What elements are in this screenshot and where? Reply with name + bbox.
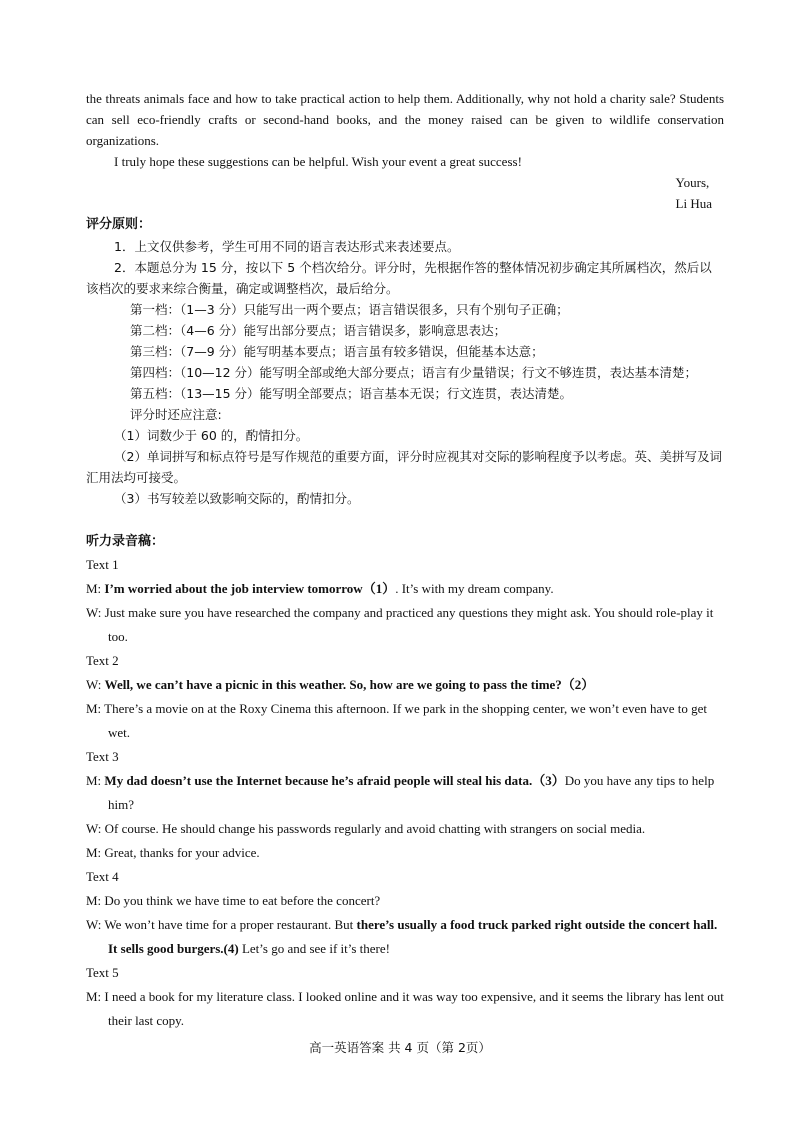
grading-level: 第一档：（1—3 分）只能写出一两个要点；语言错误很多，只有个别句子正确； [130, 302, 569, 317]
grading-note: （2）单词拼写和标点符号是写作规范的重要方面，评分时应视其对交际的影响程度予以考虑。英、美拼写及词汇用法均可接受。 [86, 449, 722, 485]
dialogue-line: W: Just make sure you have researched the company and practiced any questions they might ask. You should role-play it too. [86, 605, 714, 644]
grading-rule-2: 2．本题总分为 15 分，按以下 5 个档次给分。评分时，先根据作答的整体情况初步确定其所属档次，然后以该档次的要求来综合衡量，确定或调整档次，最后给分。 [86, 260, 712, 296]
dialogue-line: W: We won’t have time for a proper restaurant. But there’s usually a food truck parked right outside the concert hall. It sells good burgers.(4) Let’s go and see if it’s there! [86, 917, 718, 956]
page-footer: 高一英语答案 共 4 页（第 2页） [309, 1040, 491, 1055]
grading-title: 评分原则： [86, 217, 152, 232]
dialogue-line: M: I’m worried about the job interview tomorrow（1）. It’s with my dream company. [86, 581, 554, 596]
listening-transcript [86, 531, 724, 1033]
dialogue-line [86, 673, 724, 697]
key-sentence: My dad doesn’t use the Internet because he’s afraid people will steal his data.（3） [104, 773, 565, 788]
letter-signature [86, 172, 724, 214]
dialogue-line: M: Great, thanks for your advice. [86, 845, 260, 860]
grading-level: 第三档：（7—9 分）能写明基本要点；语言虽有较多错误，但能基本达意； [130, 344, 544, 359]
sample-letter [86, 88, 724, 214]
grading-level: 第五档：（13—15 分）能写明全部要点；语言基本无误；行文连贯，表达清楚。 [130, 386, 573, 401]
letter-name: Li Hua [675, 196, 712, 211]
letter-closing: Yours, [675, 175, 710, 190]
key-sentence: there’s usually a food truck parked right outside the concert hall. It sells good burgers.(4) [108, 917, 718, 956]
grading-level: 第二档：（4—6 分）能写出部分要点；语言错误多，影响意思表达； [130, 323, 507, 338]
dialogue-line: M: My dad doesn’t use the Internet because he’s afraid people will steal his data.（3）Do you have any tips to help him? [86, 773, 715, 812]
text-label: Text 3 [86, 749, 119, 764]
text-label: Text 4 [86, 869, 119, 884]
key-sentence: Well, we can’t have a picnic in this weather. So, how are we going to pass the time?（2） [104, 677, 595, 692]
key-sentence: I’m worried about the job interview tomorrow（1） [104, 581, 396, 596]
letter-paragraph-1: the threats animals face and how to take practical action to help them. Additionally, why not hold a charity sale? Students can sell eco-friendly crafts or second-hand books, and the money raised can be given to wildlife conservation organizations. [86, 91, 724, 148]
grading-criteria [86, 214, 724, 509]
grading-rule-1: 1．上文仅供参考，学生可用不同的语言表达形式来表述要点。 [114, 239, 460, 254]
grading-level: 第四档：（10—12 分）能写明全部或绝大部分要点；语言有少量错误；行文不够连贯，表达基本清楚； [130, 365, 698, 380]
dialogue-line: W: Of course. He should change his passwords regularly and avoid chatting with strangers on social media. [86, 821, 646, 836]
text-label: Text 2 [86, 653, 119, 668]
dialogue-line: M: There’s a movie on at the Roxy Cinema this afternoon. If we park in the shopping center, we won’t even have to get wet. [86, 701, 708, 740]
text-label: Text 5 [86, 965, 119, 980]
grading-note: （3）书写较差以致影响交际的，酌情扣分。 [114, 491, 360, 506]
speaker: M: [86, 581, 102, 596]
text-label: Text 1 [86, 557, 119, 572]
speaker: W: [86, 677, 102, 692]
grading-note-title: 评分时还应注意: [130, 407, 222, 422]
letter-paragraph-2: I truly hope these suggestions can be helpful. Wish your event a great success! [114, 154, 522, 169]
dialogue-line: M: Do you think we have time to eat before the concert? [86, 893, 381, 908]
dialogue-line: M: I need a book for my literature class. I looked online and it was way too expensive, and it seems the library has lent out their last copy. [86, 989, 724, 1028]
speaker: M: [86, 773, 102, 788]
grading-note: （1）词数少于 60 的，酌情扣分。 [114, 428, 309, 443]
transcript-title: 听力录音稿： [86, 534, 165, 549]
